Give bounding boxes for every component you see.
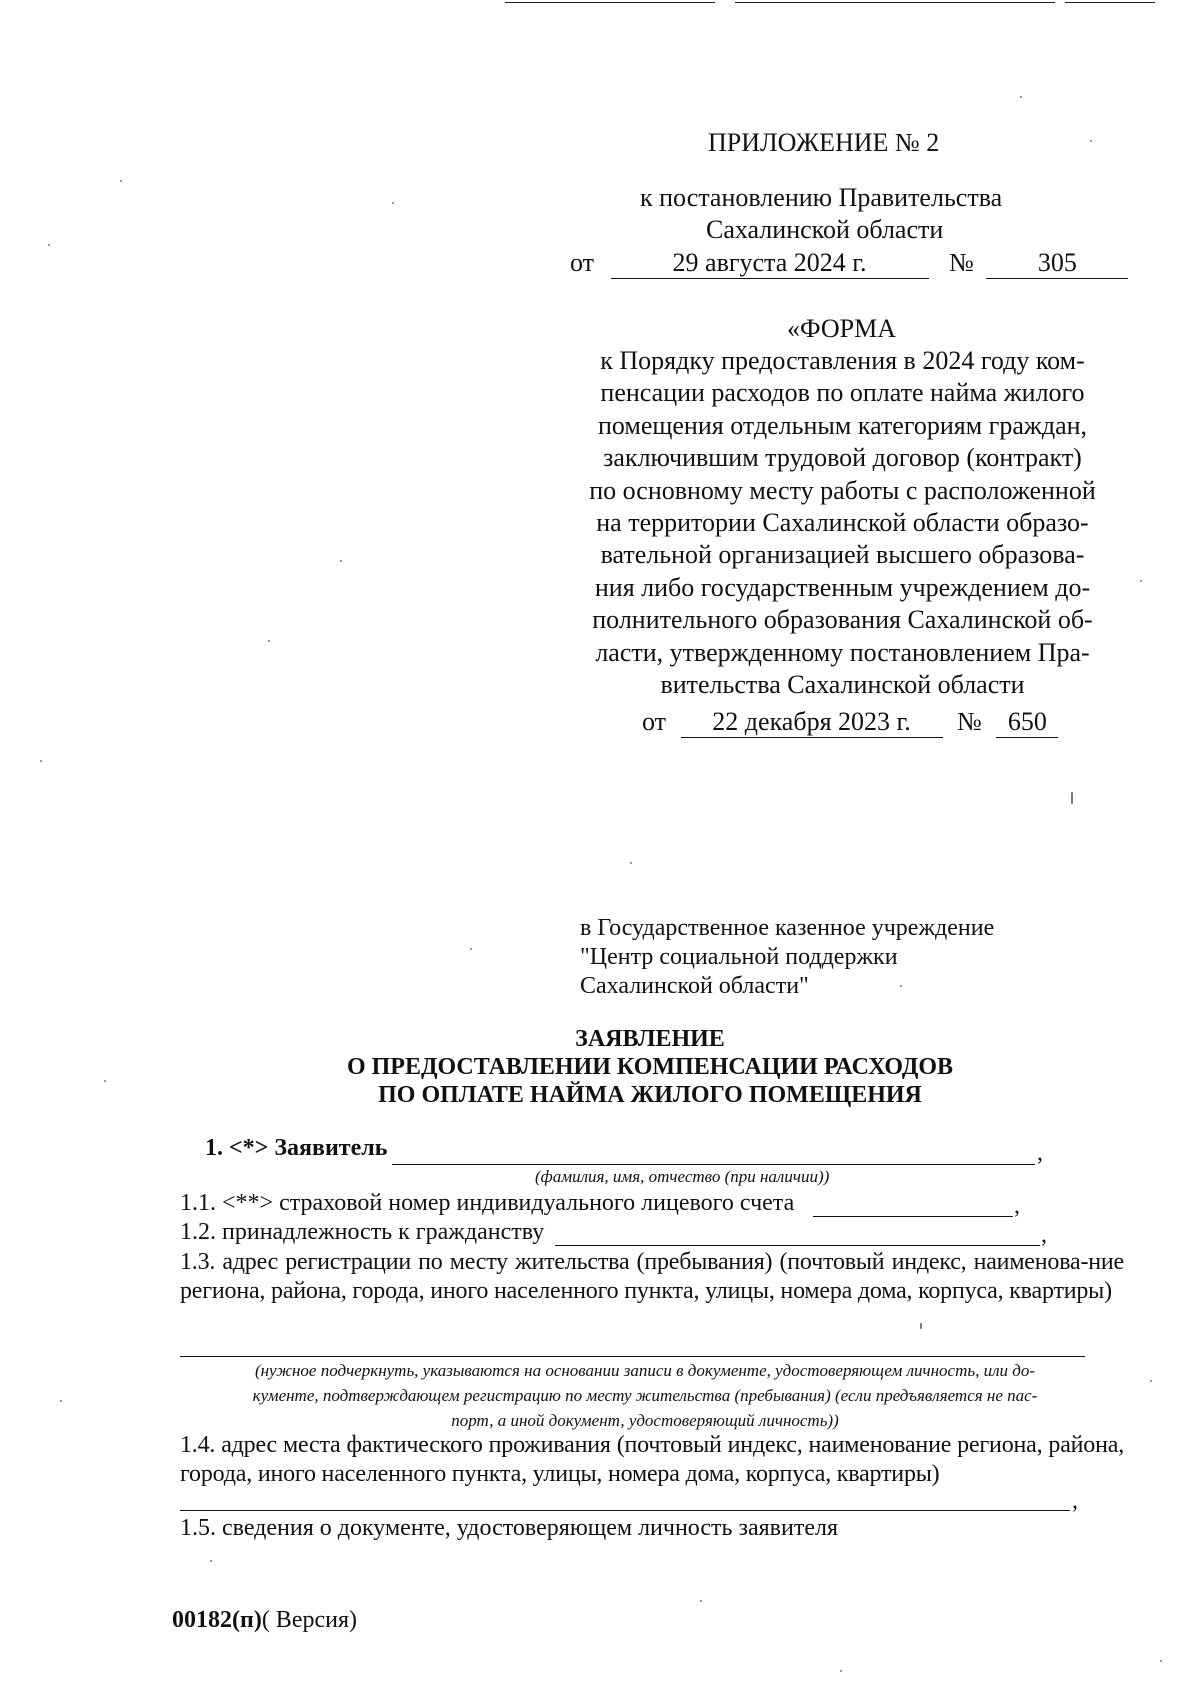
scan-top-line — [735, 2, 1055, 3]
item-1-3-note — [180, 1358, 1110, 1433]
citizenship-field[interactable] — [555, 1245, 1040, 1246]
scan-speck — [1160, 1660, 1162, 1662]
footer-code-line — [172, 1607, 357, 1634]
form-line: вательной организацией высшего образова- — [600, 540, 1085, 570]
form-line: ласти, утвержденному постановлением Пра- — [595, 637, 1090, 667]
item-1-3-label: 1.3. адрес регистрации по месту жительства (пребывания) (почтовый индекс, наименова-ние региона, района, города, иного населенного пункта, улицы, номера дома, корпуса, квартиры) — [180, 1249, 1124, 1304]
form-date-line — [642, 707, 1058, 738]
form-line: заключившим трудовой договор (контракт) — [603, 443, 1082, 473]
form-line: на территории Сахалинской области образо- — [596, 508, 1089, 538]
item-1-4-label: 1.4. адрес места фактического проживания (почтовый индекс, наименование региона, района, города, иного населенного пункта, улицы, номера дома, корпуса, квартиры) — [180, 1432, 1124, 1487]
number-label: № — [957, 707, 982, 736]
scan-speck — [1150, 1380, 1152, 1382]
note-line: (нужное подчеркнуть, указываются на основании записи в документе, удостоверяющем личность, или до- — [254, 1361, 1036, 1380]
scan-speck — [1071, 792, 1073, 804]
form-line: помещения отдельным категориям граждан, — [597, 410, 1088, 440]
scan-speck — [268, 640, 270, 642]
scan-speck — [1140, 580, 1142, 582]
comma: , — [1072, 1488, 1078, 1514]
scan-speck — [210, 1560, 212, 1562]
scan-speck — [392, 202, 394, 204]
comma: , — [1041, 1222, 1047, 1248]
form-line: к Порядку предоставления в 2024 году ком- — [600, 346, 1085, 375]
scan-speck — [470, 948, 472, 950]
scan-speck — [1090, 140, 1092, 142]
form-date: 22 декабря 2023 г. — [681, 707, 943, 738]
form-line: пенсации расходов по оплате найма жилого — [600, 378, 1085, 408]
addressee — [580, 914, 994, 1001]
comma: , — [1037, 1140, 1043, 1166]
heading-line: ПО ОПЛАТЕ НАЙМА ЖИЛОГО ПОМЕЩЕНИЯ — [378, 1082, 922, 1108]
item-1-1-label: 1.1. <**> страховой номер индивидуального лицевого счета — [180, 1190, 795, 1216]
scan-speck — [840, 1670, 842, 1672]
heading-line: ЗАЯВЛЕНИЕ — [575, 1026, 725, 1052]
from-label: от — [570, 248, 595, 277]
statement-heading — [250, 1025, 1050, 1109]
document-code: 00182(п) — [172, 1607, 262, 1633]
scan-speck — [920, 1323, 922, 1329]
scan-speck — [104, 1080, 106, 1082]
note-line: порт, а иной документ, удостоверяющий личность)) — [451, 1411, 839, 1430]
scan-speck — [630, 862, 632, 864]
appendix-line-1: к постановлению Правительства — [640, 183, 1003, 212]
addressee-line: "Центр социальной поддержки — [580, 944, 898, 970]
form-description — [555, 345, 1130, 701]
form-line: ния либо государственным учреждением до- — [594, 572, 1091, 602]
item-1-2-label: 1.2. принадлежность к гражданству — [180, 1219, 545, 1245]
snils-field[interactable] — [813, 1216, 1013, 1217]
appendix-line-2: Сахалинской области — [706, 215, 944, 244]
document-version: ( Версия) — [261, 1607, 357, 1633]
actual-address-field[interactable] — [180, 1510, 1070, 1511]
registration-address-field[interactable] — [180, 1356, 1085, 1357]
form-line: вительства Сахалинской области — [660, 670, 1025, 700]
scan-top-line — [1065, 2, 1155, 3]
appendix-number: 305 — [986, 248, 1128, 279]
scan-speck — [340, 560, 342, 562]
note-line: кументе, подтверждающем регистрацию по месту жительства (пребывания) (если предъявляется не пас- — [252, 1386, 1038, 1405]
form-line: по основному месту работы с расположенной — [589, 475, 1096, 505]
heading-line: О ПРЕДОСТАВЛЕНИИ КОМПЕНСАЦИИ РАСХОДОВ — [346, 1054, 954, 1080]
applicant-field[interactable] — [392, 1164, 1035, 1165]
applicant-hint: (фамилия, имя, отчество (при наличии)) — [535, 1167, 830, 1186]
appendix-date: 29 августа 2024 г. — [611, 248, 929, 279]
number-label: № — [949, 248, 974, 277]
scan-speck — [48, 244, 50, 246]
item-1-5-label: 1.5. сведения о документе, удостоверяющем личность заявителя — [180, 1515, 838, 1541]
scan-top-line — [505, 2, 715, 3]
addressee-line: в Государственное казенное учреждение — [580, 915, 995, 941]
scan-speck — [700, 1600, 702, 1602]
addressee-line: Сахалинской области" — [580, 973, 809, 999]
appendix-title: ПРИЛОЖЕНИЕ № 2 — [708, 128, 940, 157]
scan-speck — [60, 1400, 62, 1402]
scan-speck — [40, 760, 42, 762]
form-line: полнительного образования Сахалинской об- — [592, 605, 1093, 635]
from-label: от — [642, 707, 667, 736]
scan-speck — [120, 180, 122, 182]
scan-speck — [1020, 96, 1022, 98]
appendix-date-line — [570, 248, 1128, 279]
comma: , — [1014, 1193, 1020, 1219]
form-number: 650 — [996, 707, 1058, 738]
scan-speck — [900, 985, 902, 987]
applicant-label: 1. <*> Заявитель — [205, 1135, 388, 1161]
form-title: «ФОРМА — [787, 314, 896, 343]
